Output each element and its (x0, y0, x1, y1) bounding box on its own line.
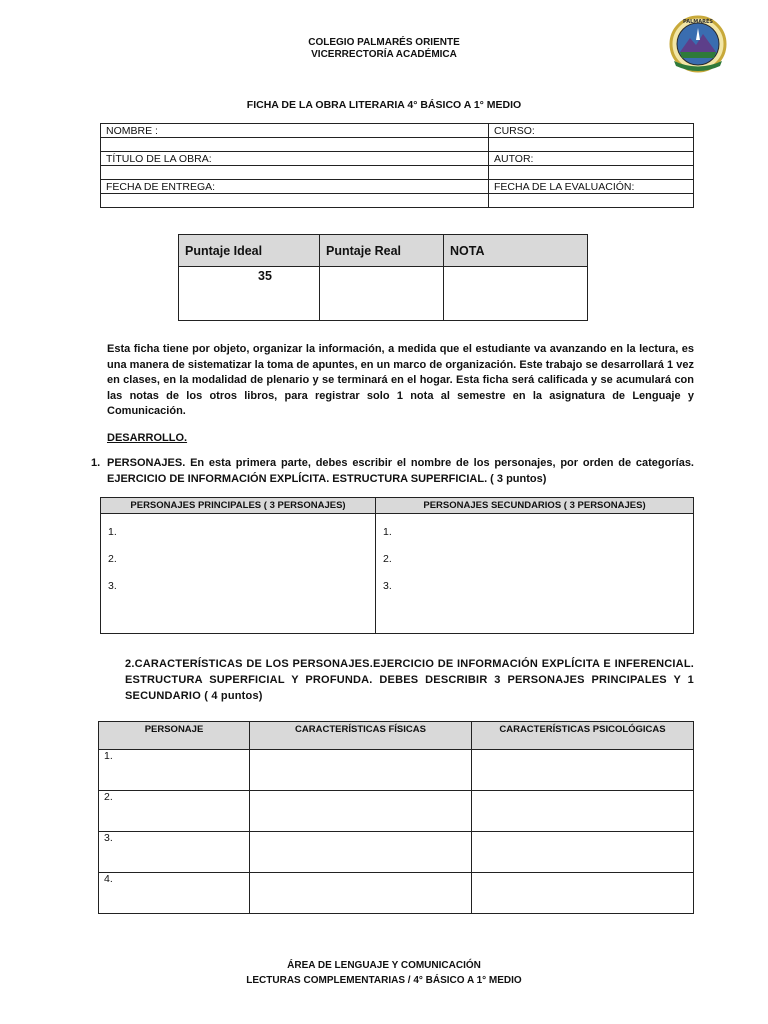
row-number: 2. (99, 791, 250, 832)
author-label: AUTOR: (489, 152, 694, 166)
sheet-title: FICHA DE LA OBRA LITERARIA 4° BÁSICO A 1° MEDIO (246, 99, 522, 111)
grade-field[interactable] (444, 267, 588, 321)
grade-header: NOTA (444, 235, 588, 267)
psychological-traits-field[interactable] (472, 750, 694, 791)
evaluation-date-label: FECHA DE LA EVALUACIÓN: (489, 180, 694, 194)
secondary-characters-cell[interactable] (376, 514, 694, 634)
physical-traits-field[interactable] (250, 873, 472, 914)
main-character-3: 3. (108, 580, 117, 592)
author-field[interactable] (489, 166, 694, 180)
real-score-header: Puntaje Real (320, 235, 444, 267)
title-label: TÍTULO DE LA OBRA: (101, 152, 489, 166)
main-character-1: 1. (108, 526, 117, 538)
department-name: VICERRECTORÍA ACADÉMICA (311, 49, 457, 60)
footer-course: LECTURAS COMPLEMENTARIAS / 4° BÁSICO A 1° MEDIO (246, 975, 522, 986)
physical-traits-field[interactable] (250, 832, 472, 873)
development-heading: DESARROLLO. (107, 432, 188, 444)
table-row (99, 750, 694, 791)
logo-emblem-icon (668, 14, 728, 74)
table-row (99, 791, 694, 832)
school-logo (668, 14, 728, 74)
ideal-score-value: 35 (179, 267, 320, 321)
main-character-2: 2. (108, 553, 117, 565)
logo-text: PALMARÉS (683, 19, 713, 25)
secondary-character-1: 1. (383, 526, 392, 538)
characteristics-table (98, 721, 694, 914)
real-score-field[interactable] (320, 267, 444, 321)
footer-area: ÁREA DE LENGUAJE Y COMUNICACIÓN (287, 960, 481, 971)
title-field[interactable] (101, 166, 489, 180)
score-table (178, 234, 588, 321)
psychological-traits-field[interactable] (472, 873, 694, 914)
physical-traits-field[interactable] (250, 750, 472, 791)
name-field[interactable] (101, 138, 489, 152)
secondary-character-3: 3. (383, 580, 392, 592)
row-number: 1. (99, 750, 250, 791)
characters-table (100, 497, 694, 634)
ideal-score-header: Puntaje Ideal (179, 235, 320, 267)
main-characters-cell[interactable] (101, 514, 376, 634)
student-info-table (100, 123, 694, 208)
section-1-number: 1. (91, 457, 101, 469)
evaluation-date-field[interactable] (489, 194, 694, 208)
section-1-instructions (91, 456, 694, 487)
secondary-characters-header: PERSONAJES SECUNDARIOS ( 3 PERSONAJES) (376, 498, 694, 514)
delivery-date-label: FECHA DE ENTREGA: (101, 180, 489, 194)
row-number: 3. (99, 832, 250, 873)
physical-traits-field[interactable] (250, 791, 472, 832)
course-label: CURSO: (489, 124, 694, 138)
psychological-traits-header: CARACTERÍSTICAS PSICOLÓGICAS (472, 722, 694, 750)
intro-paragraph: Esta ficha tiene por objeto, organizar la información, a medida que el estudiante va avanzando en la lectura, es una manera de sistematizar la toma de apuntes, en un marco de organización. Este trabajo se desarrollará 1 vez en clases, en la modalidad de plenario y se terminará en el hogar. Esta ficha será calificada y se acumulará con las notas de los otros libros, para registrar solo 1 nota al semestre en la asignatura de Lenguaje y Comunicación. (107, 343, 694, 418)
name-label: NOMBRE : (101, 124, 489, 138)
page-footer (0, 958, 768, 988)
secondary-character-2: 2. (383, 553, 392, 565)
table-row (99, 873, 694, 914)
delivery-date-field[interactable] (101, 194, 489, 208)
section-1-text: PERSONAJES. En esta primera parte, debes escribir el nombre de los personajes, por orden de categorías. EJERCICIO DE INFORMACIÓN EXPLÍCITA. ESTRUCTURA SUPERFICIAL. ( 3 puntos) (107, 457, 694, 485)
section-2-instructions: 2.CARACTERÍSTICAS DE LOS PERSONAJES.EJERCICIO DE INFORMACIÓN EXPLÍCITA E INFERENCIAL. ESTRUCTURA SUPERFICIAL Y PROFUNDA. DEBES DESCRIBIR 3 PERSONAJES PRINCIPALES Y 1 SECUNDARIO ( 4 puntos) (125, 658, 694, 702)
character-header: PERSONAJE (99, 722, 250, 750)
row-number: 4. (99, 873, 250, 914)
school-name: COLEGIO PALMARÉS ORIENTE (308, 37, 460, 48)
psychological-traits-field[interactable] (472, 832, 694, 873)
table-row (99, 832, 694, 873)
physical-traits-header: CARACTERÍSTICAS FÍSICAS (250, 722, 472, 750)
psychological-traits-field[interactable] (472, 791, 694, 832)
course-field[interactable] (489, 138, 694, 152)
main-characters-header: PERSONAJES PRINCIPALES ( 3 PERSONAJES) (101, 498, 376, 514)
school-header (0, 37, 768, 61)
